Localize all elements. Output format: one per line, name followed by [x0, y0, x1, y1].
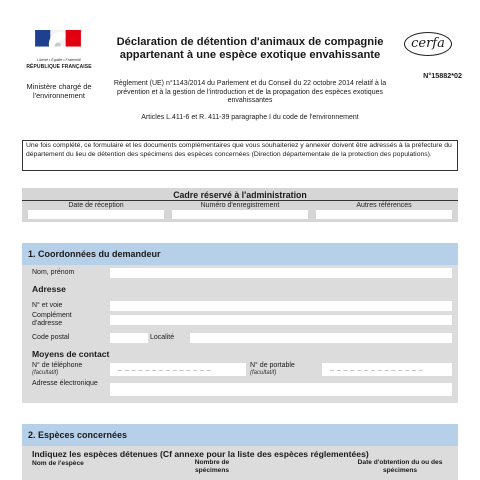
section-applicant	[22, 243, 458, 403]
mobile-label: N° de portable	[250, 362, 295, 369]
phone-optional-note: (facultatif)	[32, 370, 59, 376]
complement-label: Complément d'adresse	[32, 312, 72, 328]
email-label: Adresse électronique	[32, 380, 98, 387]
admin-label-other: Autres références	[356, 202, 412, 209]
instructions-notice: Une fois complété, ce formulaire et les documents complémentaires que vous souhaiteriez y annexer doivent être adressés à la préfecture du département du lieu de détention des spécimens des espèces concernées (Direction départementale de la protection des populations).	[22, 140, 458, 171]
section-species-header	[22, 424, 458, 446]
admin-divider	[22, 200, 458, 201]
articles-text: Articles L.411-6 et R. 411-39 paragraphe I du code de l'environnement	[141, 114, 359, 121]
species-subtitle: Indiquez les espèces détenues (Cf annexe pour la liste des espèces réglementées)	[32, 449, 369, 459]
street-label: N° et voie	[32, 302, 63, 309]
regulation-text: Règlement (UE) n°1143/2014 du Parlement et du Conseil du 22 octobre 2014 relatif à la prévention et à la gestion de l'introduction et de la propagation des espèces exotiques envahissantes	[113, 80, 387, 105]
admin-other-field[interactable]	[316, 210, 452, 219]
city-label: Localité	[150, 334, 175, 341]
contact-heading: Moyens de contact	[32, 349, 110, 359]
name-field[interactable]	[110, 268, 452, 278]
mobile-optional-note: (facultatif)	[250, 370, 277, 376]
republic-motto: Liberté • Égalité • Fraternité	[37, 58, 81, 62]
admin-reserved-box	[22, 188, 458, 222]
section-species-title: 2. Espèces concernées	[28, 430, 128, 440]
cerfa-logo: cerfa	[404, 32, 452, 56]
mobile-dashes: _ _ _ _ _ _ _ _ _ _ _ _ _ _	[330, 364, 424, 371]
marianne-logo-icon	[22, 30, 94, 58]
phone-dashes: _ _ _ _ _ _ _ _ _ _ _ _ _ _	[118, 364, 212, 371]
phone-field[interactable]	[110, 363, 246, 376]
cerfa-number: N°15882*02	[423, 71, 462, 80]
email-field[interactable]	[110, 383, 452, 396]
ministry-label: Ministère chargé de l'environnement	[26, 82, 92, 100]
complement-field[interactable]	[110, 315, 452, 325]
section-species	[22, 424, 458, 480]
mobile-field[interactable]	[322, 363, 452, 376]
address-heading: Adresse	[32, 284, 66, 294]
admin-label-registration: Numéro d'enregistrement	[200, 202, 280, 209]
name-label: Nom, prénom	[32, 269, 75, 276]
form-title: Déclaration de détention d'animaux de compagnie appartenant à une espèce exotique envahissante	[116, 36, 384, 61]
column-specimen-count: Nombre de spécimens	[194, 459, 230, 474]
postal-code-field[interactable]	[110, 333, 148, 343]
street-field[interactable]	[110, 301, 452, 311]
admin-label-date: Date de réception	[68, 202, 124, 209]
city-field[interactable]	[190, 333, 452, 343]
republic-name: RÉPUBLIQUE FRANÇAISE	[26, 64, 92, 70]
column-obtention-date: Date d'obtention du ou des spécimens	[357, 459, 443, 474]
section-applicant-header	[22, 243, 458, 265]
postal-code-label: Code postal	[32, 334, 70, 341]
admin-title: Cadre réservé à l'administration	[173, 190, 307, 200]
admin-date-field[interactable]	[28, 210, 164, 219]
section-applicant-title: 1. Coordonnées du demandeur	[28, 249, 161, 259]
column-species-name: Nom de l'espèce	[32, 460, 84, 467]
admin-registration-field[interactable]	[172, 210, 308, 219]
phone-label: N° de téléphone	[32, 362, 83, 369]
